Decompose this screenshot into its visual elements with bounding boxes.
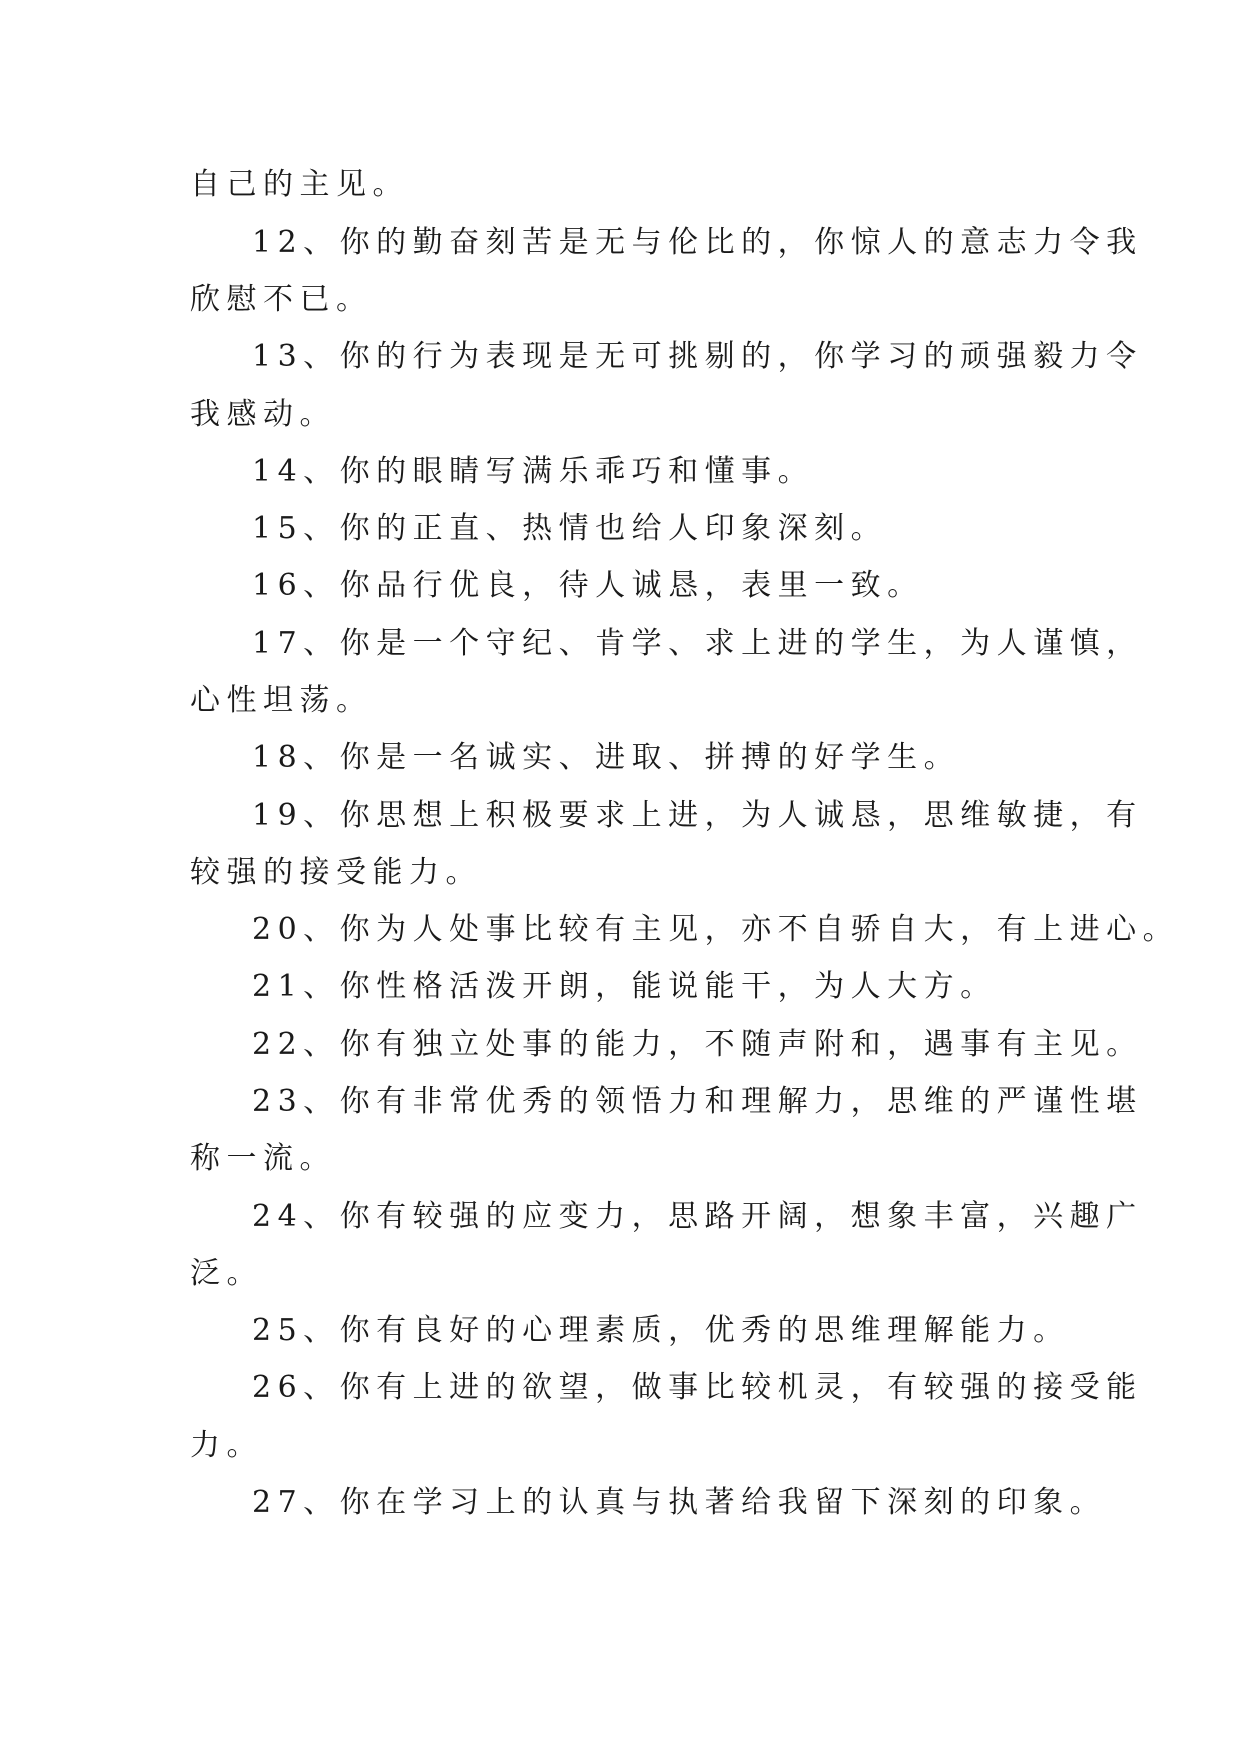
text-line: 14、你的眼睛写满乐乖巧和懂事。 <box>252 454 815 489</box>
text-line: 20、你为人处事比较有主见，亦不自骄自大，有上进心。 <box>252 912 1180 947</box>
text-line: 23、你有非常优秀的领悟力和理解力，思维的严谨性堪 <box>252 1084 1143 1119</box>
text-line: 27、你在学习上的认真与执著给我留下深刻的印象。 <box>252 1485 1107 1520</box>
text-line: 21、你性格活泼开朗，能说能干，为人大方。 <box>252 969 997 1004</box>
text-line: 25、你有良好的心理素质，优秀的思维理解能力。 <box>252 1313 1070 1348</box>
text-line: 我感动。 <box>190 397 336 432</box>
text-line: 17、你是一个守纪、肯学、求上进的学生，为人谨慎， <box>252 626 1143 661</box>
text-line: 较强的接受能力。 <box>190 855 482 890</box>
text-line: 欣慰不已。 <box>190 282 373 317</box>
text-line: 24、你有较强的应变力，思路开阔，想象丰富，兴趣广 <box>252 1199 1143 1234</box>
text-line: 12、你的勤奋刻苦是无与伦比的，你惊人的意志力令我 <box>252 225 1143 260</box>
text-line: 26、你有上进的欲望，做事比较机灵，有较强的接受能 <box>252 1370 1143 1405</box>
text-line: 心性坦荡。 <box>190 683 373 718</box>
text-line: 18、你是一名诚实、进取、拼搏的好学生。 <box>252 740 961 775</box>
text-line: 称一流。 <box>190 1141 336 1176</box>
text-line: 力。 <box>190 1428 263 1463</box>
text-line: 16、你品行优良，待人诚恳，表里一致。 <box>252 568 924 603</box>
text-line: 22、你有独立处事的能力，不随声附和，遇事有主见。 <box>252 1027 1143 1062</box>
text-line: 15、你的正直、热情也给人印象深刻。 <box>252 511 888 546</box>
text-line: 13、你的行为表现是无可挑剔的，你学习的顽强毅力令 <box>252 339 1143 374</box>
text-line: 19、你思想上积极要求上进，为人诚恳，思维敏捷，有 <box>252 798 1143 833</box>
text-line: 泛。 <box>190 1256 263 1291</box>
text-line: 自己的主见。 <box>190 167 409 202</box>
